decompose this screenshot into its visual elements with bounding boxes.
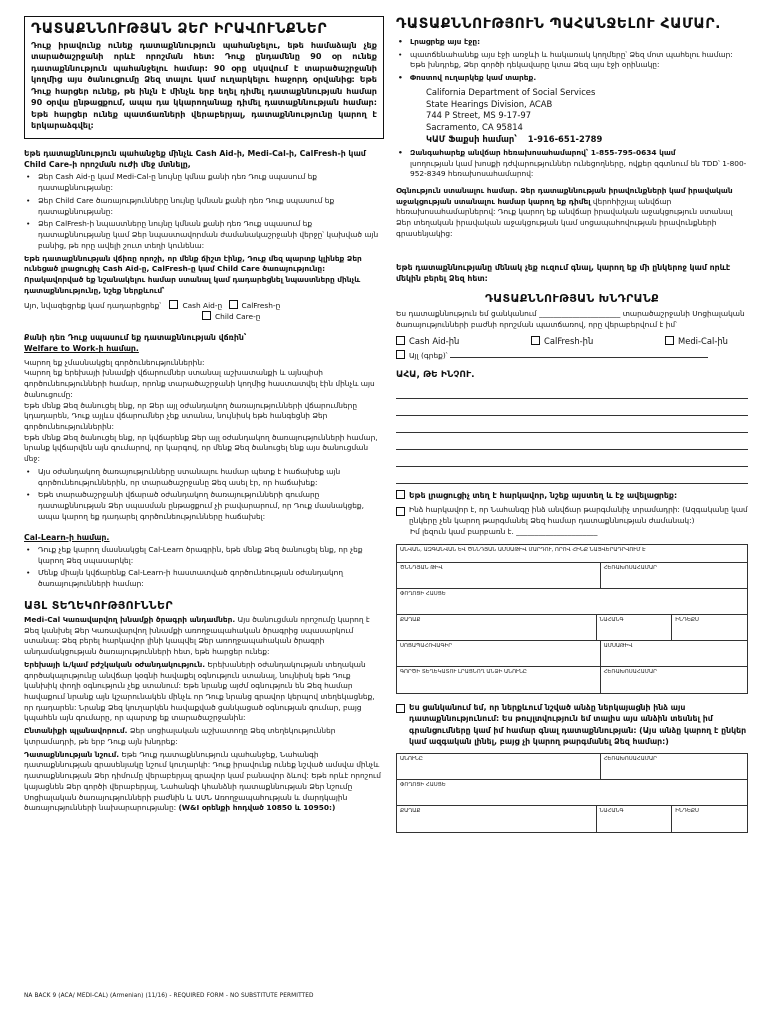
- checkbox-label: Child Care-ը: [215, 312, 261, 322]
- field-label[interactable]: ԱՆՈՒՆԸ: [397, 754, 601, 779]
- other-info-title: ԱՅԼ ՏԵՂԵԿՈՒԹՅՈՒՆՆԵՐ: [24, 598, 173, 612]
- claimant-info-grid: [396, 544, 748, 694]
- list-item: • Ձեր Cash Aid-ը կամ Medi-Cal-ը նույնը կմնա քանի դեռ Դուք սպասում եք դատաքննությանը:: [24, 172, 384, 193]
- list-item: • Եթե տարածաշրջանի վճարած օժանդակող ծառայությունների գումարը դատաքննության Ձեր սպասման ընթացքում չի բավարարում, որ Դուք մասնակցեք, ապա կարող եք դադարել գործունեությունները հաճախել:: [24, 490, 384, 522]
- checkbox-label: CalFresh-ը: [241, 300, 281, 310]
- other-p3: Ձեր սոցիալական աշխատողը Ձեզ տեղեկություններ կտրամադրի, թե երբ Դուք այն խնդրեք:: [24, 726, 336, 746]
- wtw-paragraph: Եթե մենք Ձեզ ծանուցել ենք, որ կվճարենք Ձեր այլ օժանդակող ծառայությունների համար, նրանք կվճարվեն այն գումարով, որ կարգով, որ մենք Ձեզ ծանուցել ենք այս ծանուցման մեջ:: [24, 432, 378, 464]
- other-field[interactable]: [450, 350, 708, 358]
- reason-lines[interactable]: [396, 382, 748, 484]
- right-column: [396, 16, 748, 833]
- step-copy-note: Եթե խնդրեք, Ձեր գործի դեկավարը կտա Ձեզ այս էջի օրինակը:: [410, 60, 660, 70]
- fax-label: ԿԱՄ Ֆաքսի համար՝: [426, 134, 517, 144]
- address-line: California Department of Social Services: [426, 86, 596, 97]
- mailing-address: [396, 87, 748, 146]
- field-label[interactable]: ՆԱՀԱՆԳ: [597, 615, 673, 640]
- field-label[interactable]: ԻՆԴԵՔՍ: [675, 616, 699, 623]
- step-fill-page: • Լրացրեք այս էջը:: [396, 37, 748, 48]
- attend-note: Եթե դատաքննությանը մենակ չեք ուզում գնալ, կարող եք մի ընկերոջ կամ որևէ մեկին բերել Ձեզ հետ:: [396, 262, 731, 283]
- field-label[interactable]: ՀԵՌԱԽՈՍԱՀԱՄԱՐ: [603, 668, 657, 675]
- other-p2-lead: Երեխայի և/կամ բժշկական օժանդակություն.: [24, 659, 206, 669]
- calfresh-checkbox[interactable]: [531, 336, 540, 345]
- hearing-rights-box: [24, 16, 384, 139]
- other-label: Այլ (գրեք)՝: [409, 350, 448, 360]
- other-p1: Այս ծանուցման որոշումը կարող է Ձեզ կանխել Ձեր Կառավարվող խնամքի առողջապահական ծրագրից սպասարկում ստանալ: Ձեզ բերել հարկավոր լինի կապվել Ձեր առողջապահական ծրագրի անդամակցության ծառայությունների հետ, եթե հարցեր ունեք:: [24, 614, 370, 657]
- calfresh-checkbox[interactable]: [229, 300, 238, 309]
- cash-aid-checkbox[interactable]: [396, 336, 405, 345]
- help-text: վերոհիշյալ անվճար հեռախոսահամարներով: Դուք կարող եք անվճար իրավական աջակցություն ստանալ Ձեր տեղական իրավական աջակցության կամ սոցապահովության իրավունքների գրասենյակից:: [396, 196, 733, 238]
- hearing-rights-title: ԴԱՏԱՔՆՆՈՒԹՅԱՆ ՁԵՐ ԻՐԱՎՈՒՆՔՆԵՐ: [31, 21, 328, 37]
- wtw-heading: Քանի դեռ Դուք սպասում եք դատաքննության վճռին՝: [24, 333, 247, 343]
- field-label[interactable]: ԱՄՍԱԹԻՎ: [603, 642, 633, 649]
- representative-checkbox[interactable]: [396, 704, 405, 713]
- law-reference: (W&I օրենքի հոդված 10850 և 10950:): [178, 803, 336, 813]
- other-p4-lead: Դատաքննության նշում.: [24, 749, 120, 759]
- reduce-stop-label: Այո, նվազեցրեք կամ դադարեցրեք՝: [24, 300, 162, 310]
- field-label[interactable]: ԳՈՐԾԻ ՏԵՂԵԿԱՏՈՒ ԼՐԱՑՆՈՂ ԱՆՁԻ ԱՆՈՒՆԸ: [397, 667, 601, 693]
- field-label[interactable]: ՍՈՑԱՊԱՀՈՎԱԳԻՐ: [397, 641, 601, 666]
- interpreter-text: Ինձ հարկավոր է, որ Նահանգը ինձ անվճար թարգմանիչ տրամադրի: (Ազգականը կամ ընկերը չեն կարող թարգմանել Ձեզ համար դատաքննության ժամանակ:): [409, 504, 748, 525]
- representative-text: Ես ցանկանում եմ, որ ներքևում նշված անձը ներկայացնի ինձ այս դատաքննությունում: Ես թույլտվություն եմ տալիս այս անձին տեսնել իմ գրանցումները կամ իմ համար գնալ դատաքննության: (Այս անձը կարող է ընկեր կամ ազգական լինել, բայց չի կարող թարգմանել Ձեզ համար:): [409, 702, 747, 746]
- field-label[interactable]: ՀԵՌԱԽՈՍԱՀԱՄԱՐ: [603, 756, 657, 763]
- field-label[interactable]: ՀԵՌԱԽՈՍԱՀԱՄԱՐ: [603, 564, 657, 571]
- child-care-checkbox[interactable]: [202, 311, 211, 320]
- list-item: • Մենք միայն կվճարենք Cal-Learn-ի հաստատված գործունեության օժանդակող ծառայությունների համար:: [24, 568, 384, 589]
- other-p4: Եթե Դուք դատաքննություն պահանջեք, Նահանգի դատաքննության գրասենյակը նշում կուղարկի: Դուք իրավունք ունեք նշված ամսվա մինչև դատաքննության Ձեր դիմումը վերաբերյալ գրավոր կամ բանավոր ձևով: Եթե որևէ որոշում կայացնեն Ձեր գործի վերաբերյալ, Նահանգի կհանձնի դատաքննության Ձեր նշումը Սոցիալական ծառայությունների բաժնին և ԱՄՆ Առողջապահության և մարդկային ծառայությունների նախարարությանը:: [24, 749, 381, 813]
- wtw-paragraph: Կարող եք երեխայի խնամքի վճարումներ ստանալ աշխատանքի և այնպիսի գործունեությունների համար, որոնք տարածաշրջանի կողմից հաստատվել էին մինչև այս ծանուցումը:: [24, 368, 375, 399]
- field-label[interactable]: ՓՈՂՈՑԻ ՀԱՍՑԵ: [400, 590, 446, 597]
- checkbox-label: CalFresh-ին: [544, 335, 594, 346]
- step-mail: • Փոստով ուղարկեք կամ տարեք.: [396, 73, 748, 84]
- form-footer: NA BACK 9 (ACA/ MEDI-CAL) (Armenian) (11/16) - REQUIRED FORM - NO SUBSTITUTE PERMITTED: [24, 993, 314, 999]
- step-call: • Զանգահարեք անվճար հեռախոսահամարով՝ 1-855-795-0634 կամ: [396, 148, 748, 159]
- field-label[interactable]: ԾՆՆԴՅԱՆ ԹԻՎ: [397, 563, 601, 588]
- field-label[interactable]: ՓՈՂՈՑԻ ՀԱՍՑԵ: [400, 782, 446, 789]
- field-label[interactable]: ՆԱՀԱՆԳ: [597, 806, 673, 832]
- more-pages-checkbox[interactable]: [396, 490, 405, 499]
- cash-aid-checkbox[interactable]: [169, 300, 178, 309]
- list-item: • Այս օժանդակող ծառայությունները ստանալու համար պետք է հաճախեք այն գործունեություններին, որ տարածաշրջանը Ձեզ ասել էր, որ հաճախեք:: [24, 467, 384, 488]
- address-line: 744 P Street, MS 9-17-97: [426, 110, 532, 121]
- request-hearing-title: ԴԱՏԱՔՆՆՈՒԹՅՈՒՆ ՊԱՀԱՆՋԵԼՈՒ ՀԱՄԱՐ.: [396, 16, 721, 32]
- medi-cal-checkbox[interactable]: [665, 336, 674, 345]
- wtw-title: Welfare to Work-ի համար.: [24, 344, 139, 354]
- cal-learn-title: Cal-Learn-ի համար.: [24, 532, 110, 542]
- address-line: Sacramento, CA 95814: [426, 122, 523, 133]
- wtw-paragraph: Եթե մենք Ձեզ ծանուցել ենք, որ Ձեր այլ օժանդակող ծառայությունների վճարումները կդադարեն, Դուք այլևս վճարումներ չեք ստանա, նույնիսկ եթե հանգեցնի Ձեր գործունեություններին:: [24, 400, 358, 432]
- field-label[interactable]: ԻՆԴԵՔՍ: [675, 808, 699, 815]
- left-column: [24, 16, 384, 814]
- interpreter-checkbox[interactable]: [396, 507, 405, 516]
- help-lead: Օգնություն ստանալու համար. Ձեր դատաքննության իրավունքների կամ իրավական աջակցության ստանալու համար կարող եք դիմել: [396, 185, 733, 206]
- hearing-rights-body: Դուք իրավունք ունեք դատաքննություն պահանջելու, եթե համաձայն չեք տարածաշրջանի որևէ որոշման հետ: Դուք ընդամենը 90 օր ունեք դատաքննություն պահանջելու համար: 90 օրը սկսվում է տարածաշրջանի կողմից այս ծանուցումը Ձեզ տալու կամ ուղարկելու հաջորդ օրվանից: Եթե Դուք հարցեր ունեք, թե ինչն է մինչև երբ եղել դիմել դատաքննության համար 90 օրվա ընթացքում, ապա դա կկարողանաք դիմել դատաքննության համար: Եթե հարցեր ունեք պատճառների վերաբերյալ, դատաքննությունը կարող է երկարաձգվել:: [31, 40, 377, 131]
- more-pages-label: Եթե լրացուցիչ տեղ է հարկավոր, նշեք այստեղ և էջ ավելացրեք:: [409, 491, 678, 501]
- other-p2: Երեխաների օժանդակության տեղական գործակալությունը անվճար կօգնի հավաքել օգնություն ստանալ, նույնիսկ եթե Դուք կանխիկ փողի օգնություն չեք ստանում: Եթե նրանք այժմ օգնություն են Ձեզ համար հավաքում նրանք այն կշարունակեն մինչև որ Դուք նրանց գրավոր կերպով տեղեկացնեք, որ դադարեն: Նրանք Ձեզ կուղարկեն հավաքված ցանկացած օգնության գումար, բայց կպահեն այն գումարը, որ պարտք եք տարածաշրջանին:: [24, 659, 375, 723]
- checkbox-label: Medi-Cal-ին: [677, 335, 728, 346]
- list-item: • Ձեր CalFresh-ի նպաստները նույնը կմնան քանի դեռ Դուք սպասում եք դատաքննությանը կամ Ձեր նպաստավորման ժամանակաշրջանի վերջը՝ կախված այն բանից, թե որը ավելի շուտ տեղի կունենա:: [24, 219, 384, 251]
- tdd-note: լսողության կամ խոսքի դժվարություններ ունեցողները, ովքեր զգտնում են TDD՝ 1-800-952-8349 հեռախոսահամարով:: [410, 158, 747, 179]
- hearing-request-intro: Ես դատաքննություն եմ ցանկանում ______________________ տարածաշրջանի Սոցիալական ծառայությունների բաժնի որոշման պատճառով, որը վերաբերվում է իմ՝: [396, 309, 745, 329]
- other-p1-lead: Medi-Cal Կառավարվող խնամքի ծրագրի անդամներ.: [24, 614, 236, 624]
- field-label[interactable]: ՔԱՂԱՔ: [397, 615, 597, 640]
- reason-label: ԱՀԱ, ԹԵ ԻՆՉՈՒ.: [396, 370, 475, 381]
- other-checkbox[interactable]: [396, 350, 405, 359]
- other-p3-lead: Ընտանիքի պլանավորում.: [24, 726, 128, 736]
- continuation-intro: Եթե դատաքննություն պահանջեք մինչև Cash Aid-ի, Medi-Cal-ի, CalFresh-ի կամ Child Care-ի որոշման ուժի մեջ մտնելը,: [24, 148, 366, 170]
- continuation-note: Եթե դատաքննության վճիռը որոշի, որ մենք ճիշտ էինք, Դուք մեզ պարտք կլինեք Ձեր ունեցած լրացուցիչ Cash Aid-ը, CalFresh-ը կամ Child Care ծառայությունը: Որակավորված եք նշանակելու համար ստանալ կամ դադարեցնել նպաստները մինչև դատաքննությունը, նշեք ներքևում՝: [24, 253, 362, 295]
- fax-number: 1-916-651-2789: [527, 134, 603, 144]
- step-copy: • պատճենահանեք այս էջի առջևի և հակառակ կողմերը՝ Ձեզ մոտ պահելու համար:: [396, 50, 748, 61]
- field-label[interactable]: ՔԱՂԱՔ: [397, 806, 597, 832]
- language-field[interactable]: Իմ լեզուն կամ բարբառն է. ______________________: [410, 527, 598, 537]
- checkbox-label: Cash Aid-ին: [409, 335, 460, 346]
- checkbox-label: Cash Aid-ը: [182, 300, 223, 310]
- representative-info-grid: [396, 753, 748, 833]
- field-label[interactable]: ԱՆՎԱՆ, ԱԶԳԱՆՎԱՆ ԵՎ ԾՆՆԴՅԱՆ ԱՄՍԱԹԻՎ ՄԱՐԴՈՒ, ՈՐՈՎ ՀԻՆՔ ՆԱՅՎԵՐԱԴՐՎՈՒՄ Է: [400, 546, 646, 553]
- list-item: • Դուք չեք կարող մասնակցել Cal-Learn ծրագրին, եթե մենք Ձեզ ծանուցել ենք, որ չեք կարող Ձեզ սպասարկել:: [24, 545, 384, 566]
- list-item: • Ձեր Child Care ծառայությունները նույնը կմնան քանի դեռ Դուք սպասում եք դատաքննությանը:: [24, 196, 384, 217]
- hearing-request-title: ԴԱՏԱՔՆՆՈՒԹՅԱՆ ԽՆԴՐԱՆՔ: [484, 292, 660, 306]
- address-line: State Hearings Division, ACAB: [426, 98, 553, 109]
- wtw-paragraph: Կարող եք չմասնակցել գործունեություններին:: [24, 357, 205, 367]
